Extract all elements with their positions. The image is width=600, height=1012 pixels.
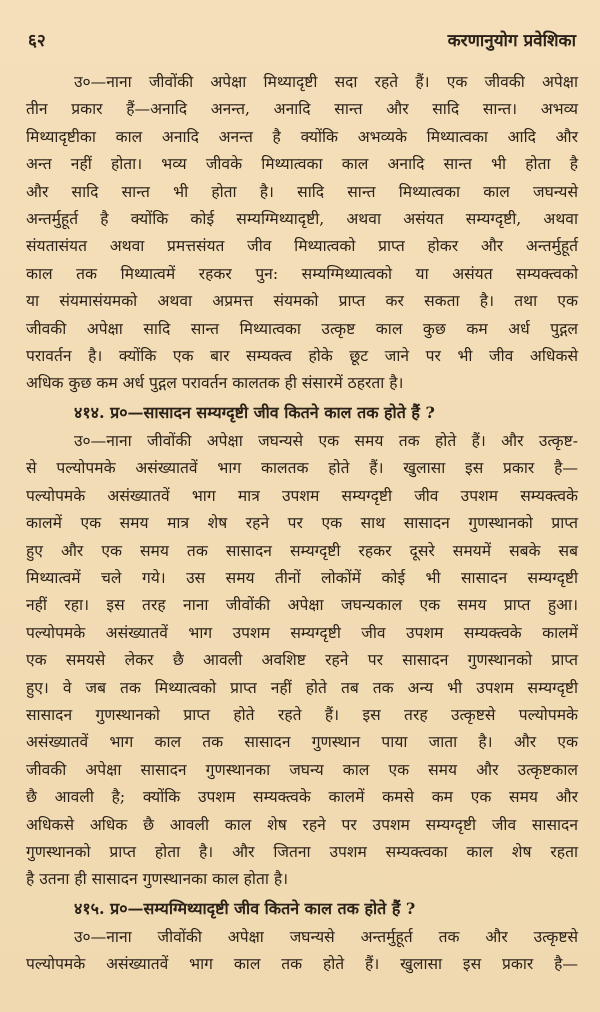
book-title: करणानुयोग प्रवेशिका <box>447 31 576 51</box>
text-line: अधिक कुछ कम अर्ध पुद्गल परावर्तन कालतक ही संसारमें ठहरता है। <box>26 374 404 393</box>
text-line: अन्त नहीं होता। भव्य जीवके मिथ्यात्वका काल अनादि सान्त भी होता है <box>26 155 578 174</box>
text-line: गुणस्थानको प्राप्त होता है। और जितना उपशम सम्यक्त्वका काल शेष रहता <box>26 842 578 861</box>
text-line: हुए और एक समय तक सासादन सम्यग्दृष्टी रहकर दूसरे समयमें सबके सब <box>26 541 578 560</box>
text-line: जीवकी अपेक्षा सासादन गुणस्थानका जघन्य काल एक समय और उत्कृष्टकाल <box>26 760 578 779</box>
text-line: या संयमासंयमको अथवा अप्रमत्त संयमको प्राप्त कर सकता है। तथा एक <box>26 292 578 311</box>
text-line: पल्योपमके असंख्यातवें भाग काल तक होते हैं। खुलासा इस प्रकार है— <box>26 955 578 974</box>
text-line: उ०—नाना जीवोंकी अपेक्षा जघन्यसे अन्तर्मुहूर्त तक और उत्कृष्टसे <box>74 927 578 946</box>
text-line: पल्योपमके असंख्यातवें भाग मात्र उपशम सम्यग्दृष्टी जीव उपशम सम्यक्त्वके <box>26 486 578 505</box>
text-line: कालमें एक समय मात्र शेष रहने पर एक साथ सासादन गुणस्थानको प्राप्त <box>26 514 578 533</box>
text-line: मिथ्यात्वमें चले गये। उस समय तीनों लोकोंमें कोई भी सासादन सम्यग्दृष्टी <box>26 568 578 587</box>
page-number: ६२ <box>28 31 46 51</box>
answer-414-paragraph <box>26 428 578 894</box>
text-line: असंख्यातवें भाग काल तक सासादन गुणस्थान पाया जाता है। और एक <box>26 733 578 752</box>
text-line: उ०—नाना जीवोंकी अपेक्षा मिथ्यादृष्टी सदा रहते हैं। एक जीवकी अपेक्षा <box>74 73 578 91</box>
text-line: संयतासंयत अथवा प्रमत्तसंयत जीव मिथ्यात्वको प्राप्त होकर और अन्तर्मुहूर्त <box>26 237 578 256</box>
answer-415-paragraph <box>26 924 578 979</box>
text-line: है उतना ही सासादन गुणस्थानका काल होता है। <box>26 870 289 889</box>
text-line: उ०—नाना जीवोंकी अपेक्षा जघन्यसे एक समय तक होते हैं। और उत्कृष्ट- <box>74 431 578 450</box>
answer-413-paragraph <box>26 69 578 398</box>
text-line: मिथ्यादृष्टीका काल अनादि अनन्त है क्योंकि अभव्यके मिथ्यात्वका आदि और <box>26 127 578 146</box>
text-line: काल तक मिथ्यात्वमें रहकर पुन: सम्यग्मिथ्यात्वको या असंयत सम्यक्त्वको <box>26 264 578 283</box>
text-line: पल्योपमके असंख्यातवें भाग उपशम सम्यग्दृष्टी जीव उपशम सम्यक्त्वके कालमें <box>26 623 578 642</box>
text-line: परावर्तन है। क्योंकि एक बार सम्यक्त्व होके छूट जाने पर भी जीव अधिकसे <box>26 347 578 366</box>
text-line: जीवकी अपेक्षा सादि सान्त मिथ्यात्वका उत्कृष्ट काल कुछ कम अर्ध पुद्गल <box>26 319 578 338</box>
text-line: अधिकसे अधिक छै आवली काल शेष रहने पर उपशम सम्यग्दृष्टी जीव सासादन <box>26 815 578 834</box>
text-line: सासादन गुणस्थानको प्राप्त होते रहते हैं। इस तरह उत्कृष्टसे पल्योपमके <box>26 705 578 724</box>
text-line: नहीं रहा। इस तरह नाना जीवोंकी अपेक्षा जघन्यकाल एक समय प्राप्त हुआ। <box>26 596 578 615</box>
text-line: तीन प्रकार हैं—अनादि अनन्त, अनादि सान्त और सादि सान्त। अभव्य <box>26 100 578 119</box>
text-line: अन्तर्मुहूर्त है क्योंकि कोई सम्यग्मिथ्यादृष्टी, अथवा असंयत सम्यग्दृष्टी, अथवा <box>26 210 578 229</box>
text-line: एक समयसे लेकर छै आवली अवशिष्ट रहने पर सासादन गुणस्थानको प्राप्त <box>26 651 578 670</box>
question-415-heading: ४१५. प्र०—सम्यग्मिथ्यादृष्टी जीव कितने काल तक होते हैं ? <box>74 898 416 918</box>
text-line: हुए। वे जब तक मिथ्यात्वको प्राप्त नहीं होते तब तक अन्य भी उपशम सम्यग्दृष्टी <box>26 678 578 697</box>
text-line: से पल्योपमके असंख्यातवें भाग कालतक होते हैं। खुलासा इस प्रकार है— <box>26 459 578 478</box>
text-line: छै आवली है; क्योंकि उपशम सम्यक्त्वके कालमें कमसे कम एक समय और <box>26 788 578 807</box>
page-header <box>26 28 578 51</box>
text-line: और सादि सान्त भी होता है। सादि सान्त मिथ्यात्वका काल जघन्यसे <box>26 182 578 201</box>
question-414-heading: ४१४. प्र०—सासादन सम्यग्दृष्टी जीव कितने काल तक होते हैं ? <box>74 402 435 422</box>
